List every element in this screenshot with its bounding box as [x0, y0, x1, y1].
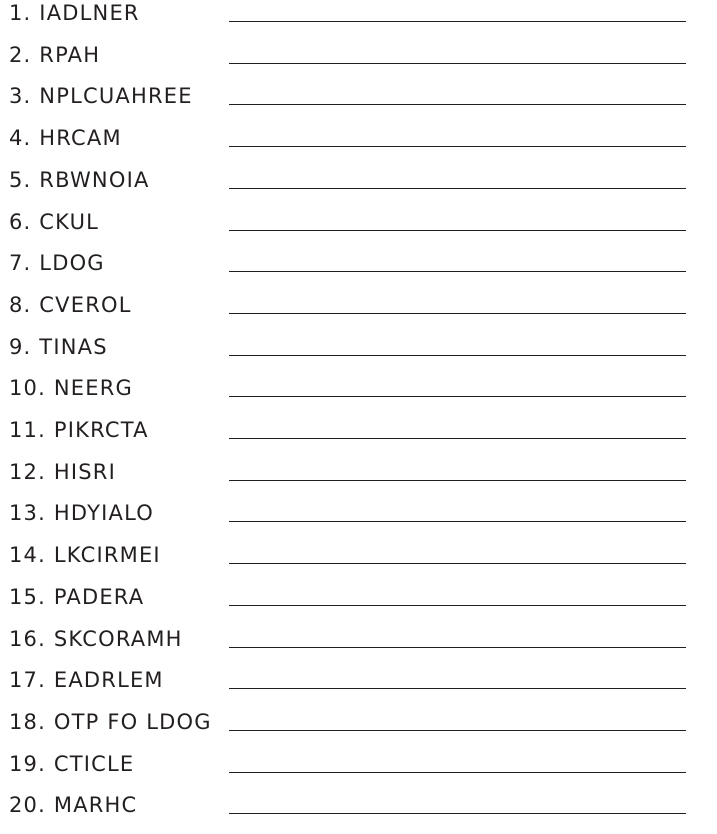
worksheet-row [0, 375, 717, 417]
worksheet-row [0, 0, 717, 42]
worksheet-row [0, 334, 717, 376]
answer-line[interactable] [229, 438, 686, 439]
answer-line[interactable] [229, 688, 686, 689]
worksheet-row [0, 417, 717, 459]
answer-line[interactable] [229, 563, 686, 564]
scrambled-word: 7. LDOG [9, 251, 105, 276]
worksheet-row [0, 209, 717, 251]
scrambled-word: 2. RPAH [9, 42, 101, 67]
answer-line[interactable] [229, 813, 686, 814]
scrambled-word: 5. RBWNOIA [9, 167, 150, 192]
scrambled-word: 1. IADLNER [9, 1, 140, 25]
answer-line[interactable] [229, 355, 686, 356]
worksheet-row [0, 542, 717, 584]
scrambled-word: 18. OTP FO LDOG [9, 709, 212, 734]
answer-line[interactable] [229, 647, 686, 648]
scrambled-word: 11. PIKRCTA [9, 418, 149, 442]
scrambled-word: 3. NPLCUAHREE [9, 84, 193, 109]
scrambled-word: 17. EADRLEM [9, 668, 164, 693]
answer-line[interactable] [229, 605, 686, 606]
scrambled-word: 6. CKUL [9, 209, 100, 234]
scrambled-word: 12. HISRI [9, 459, 116, 484]
scrambled-word: 8. CVEROL [9, 292, 132, 317]
answer-line[interactable] [229, 396, 686, 397]
scrambled-word: 20. MARHC [9, 793, 138, 818]
worksheet-row [0, 709, 717, 751]
answer-line[interactable] [229, 230, 686, 231]
answer-line[interactable] [229, 480, 686, 481]
answer-line[interactable] [229, 730, 686, 731]
worksheet-row [0, 792, 717, 834]
answer-line[interactable] [229, 104, 686, 105]
worksheet-row [0, 42, 717, 84]
worksheet-row [0, 500, 717, 542]
answer-line[interactable] [229, 21, 686, 22]
answer-line[interactable] [229, 772, 686, 773]
worksheet-row [0, 83, 717, 125]
answer-line[interactable] [229, 521, 686, 522]
worksheet-row [0, 459, 717, 501]
answer-line[interactable] [229, 188, 686, 189]
worksheet-row [0, 751, 717, 793]
worksheet-row [0, 584, 717, 626]
scrambled-word: 10. NEERG [9, 376, 133, 401]
scrambled-word: 14. LKCIRMEI [9, 543, 161, 568]
worksheet-row [0, 626, 717, 668]
worksheet-row [0, 125, 717, 167]
scrambled-word: 16. SKCORAMH [9, 626, 183, 651]
scrambled-word: 19. CTICLE [9, 751, 135, 776]
scrambled-word: 15. PADERA [9, 584, 145, 609]
scrambled-word: 4. HRCAM [9, 126, 122, 151]
worksheet-row [0, 667, 717, 709]
scrambled-word: 13. HDYIALO [9, 501, 154, 526]
scrambled-word: 9. TINAS [9, 334, 108, 359]
worksheet-row [0, 167, 717, 209]
answer-line[interactable] [229, 271, 686, 272]
answer-line[interactable] [229, 146, 686, 147]
answer-line[interactable] [229, 63, 686, 64]
answer-line[interactable] [229, 313, 686, 314]
worksheet-row [0, 292, 717, 334]
worksheet-row [0, 250, 717, 292]
